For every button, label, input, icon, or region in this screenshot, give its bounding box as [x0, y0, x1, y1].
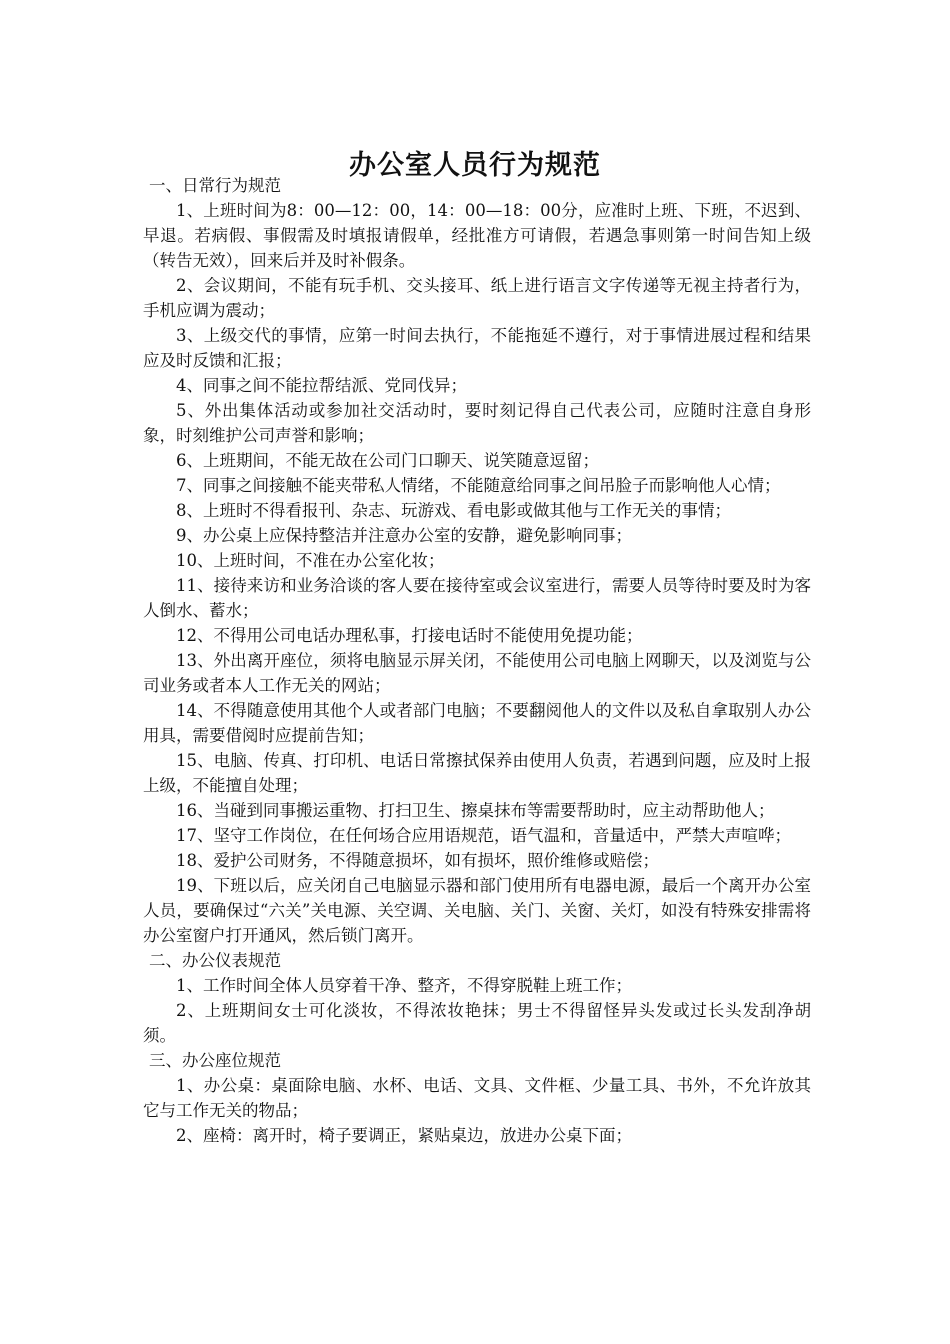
rule-item: 9、办公桌上应保持整洁并注意办公室的安静，避免影响同事； — [176, 526, 632, 545]
section-heading: 一、日常行为规范 — [149, 176, 281, 195]
rule-item: 1、上班时间为8：00—12：00，14：00—18：00分，应准时上班、下班，不迟到、早退。若病假、事假需及时填报请假单，经批准方可请假，若遇急事则第一时间告知上级（转告无效），回来后并及时补假条。 — [143, 201, 811, 270]
rule-item: 4、同事之间不能拉帮结派、党同伐异； — [176, 376, 467, 395]
rule-item: 8、上班时不得看报刊、杂志、玩游戏、看电影或做其他与工作无关的事情； — [176, 501, 731, 520]
rule-item: 2、会议期间，不能有玩手机、交头接耳、纸上进行语言文字传递等无视主持者行为，手机应调为震动； — [143, 276, 811, 320]
rule-item: 1、办公桌：桌面除电脑、水杯、电话、文具、文件框、少量工具、书外，不允许放其它与工作无关的物品； — [143, 1076, 811, 1120]
rule-item: 14、不得随意使用其他个人或者部门电脑；不要翻阅他人的文件以及私自拿取别人办公用具，需要借阅时应提前告知； — [143, 701, 811, 745]
rule-item: 7、同事之间接触不能夹带私人情绪，不能随意给同事之间吊脸子而影响他人心情； — [176, 476, 781, 495]
rule-item: 2、上班期间女士可化淡妆，不得浓妆艳抹；男士不得留怪异头发或过长头发刮净胡须。 — [143, 1001, 811, 1045]
rule-item: 18、爱护公司财务，不得随意损坏，如有损坏，照价维修或赔偿； — [176, 851, 659, 870]
rule-item: 19、下班以后，应关闭自己电脑显示器和部门使用所有电器电源，最后一个离开办公室人员，要确保过“六关”关电源、关空调、关电脑、关门、关窗、关灯，如没有特殊安排需将办公室窗户打开通风，然后锁门离开。 — [143, 876, 811, 945]
section-heading: 二、办公仪表规范 — [149, 951, 281, 970]
rule-item: 1、工作时间全体人员穿着干净、整齐，不得穿脱鞋上班工作； — [176, 976, 632, 995]
rule-item: 5、外出集体活动或参加社交活动时，要时刻记得自己代表公司，应随时注意自身形象，时刻维护公司声誉和影响； — [143, 401, 811, 445]
rule-item: 17、坚守工作岗位，在任何场合应用语规范，语气温和，音量适中，严禁大声喧哗； — [176, 826, 791, 845]
rule-item: 15、电脑、传真、打印机、电话日常擦拭保养由使用人负责，若遇到问题，应及时上报上级，不能擅自处理； — [143, 751, 811, 795]
rule-item: 12、不得用公司电话办理私事，打接电话时不能使用免提功能； — [176, 626, 643, 645]
rule-item: 3、上级交代的事情，应第一时间去执行，不能拖延不遵行，对于事情进展过程和结果应及时反馈和汇报； — [143, 326, 811, 370]
document-body — [143, 173, 811, 1148]
rule-item: 6、上班期间，不能无故在公司门口聊天、说笑随意逗留； — [176, 451, 599, 470]
rule-item: 2、座椅：离开时，椅子要调正，紧贴桌边，放进办公桌下面； — [176, 1126, 632, 1145]
document-title: 办公室人员行为规范 — [349, 150, 601, 182]
rule-item: 13、外出离开座位，须将电脑显示屏关闭，不能使用公司电脑上网聊天，以及浏览与公司业务或者本人工作无关的网站； — [143, 651, 811, 695]
rule-item: 16、当碰到同事搬运重物、打扫卫生、擦桌抹布等需要帮助时，应主动帮助他人； — [176, 801, 775, 820]
rule-item: 11、接待来访和业务洽谈的客人要在接待室或会议室进行，需要人员等待时要及时为客人倒水、蓄水； — [143, 576, 811, 620]
rule-item: 10、上班时间，不准在办公室化妆； — [176, 551, 445, 570]
section-heading: 三、办公座位规范 — [149, 1051, 281, 1070]
